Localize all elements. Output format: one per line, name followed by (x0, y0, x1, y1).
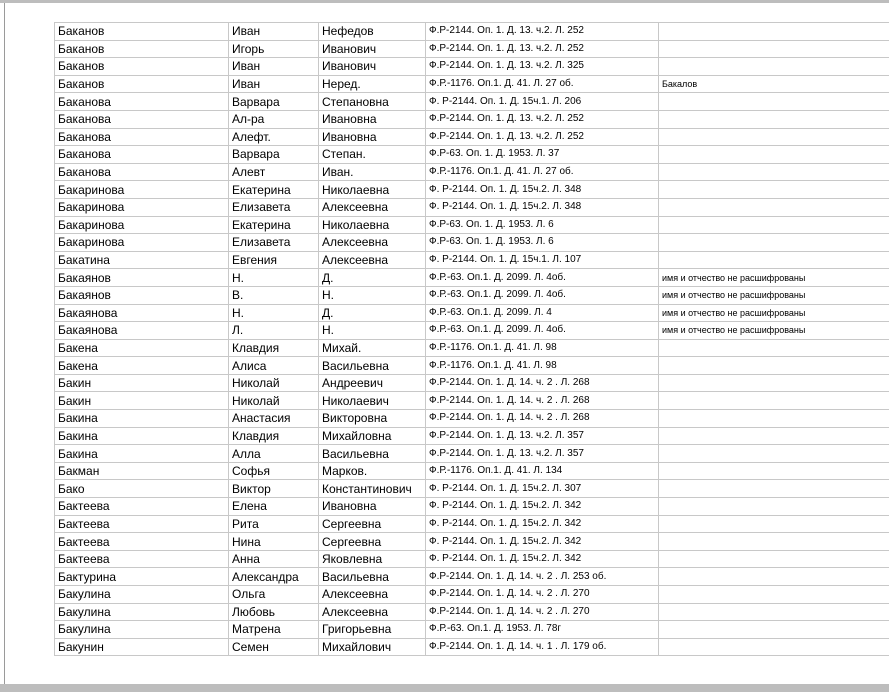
first-name-cell: Софья (229, 462, 319, 480)
surname-cell: Бактеева (55, 515, 229, 533)
patronymic-cell: Ивановна (319, 498, 426, 516)
archive-reference-cell: Ф.Р.-1176. Оп.1. Д. 41. Л. 27 об. (426, 163, 659, 181)
surname-cell: Бакин (55, 392, 229, 410)
note-cell (659, 339, 889, 357)
surname-cell: Бакаринова (55, 216, 229, 234)
surname-cell: Баканова (55, 93, 229, 111)
first-name-cell: Екатерина (229, 181, 319, 199)
note-cell (659, 374, 889, 392)
patronymic-cell: Сергеевна (319, 515, 426, 533)
surname-cell: Бактеева (55, 498, 229, 516)
table-row (55, 445, 889, 463)
table-row (55, 58, 889, 76)
note-cell (659, 498, 889, 516)
table-row (55, 427, 889, 445)
first-name-cell: Анна (229, 550, 319, 568)
first-name-cell: Рита (229, 515, 319, 533)
surname-cell: Бакунин (55, 638, 229, 656)
table-row (55, 410, 889, 428)
patronymic-cell: Васильевна (319, 568, 426, 586)
note-cell (659, 93, 889, 111)
archive-reference-cell: Ф.Р-2144. Оп. 1. Д. 13. ч.2. Л. 357 (426, 427, 659, 445)
table-row (55, 251, 889, 269)
surname-cell: Бакаринова (55, 198, 229, 216)
table-row (55, 181, 889, 199)
surname-cell: Баканова (55, 146, 229, 164)
archive-reference-cell: Ф.Р.-63. Оп.1. Д. 2099. Л. 4об. (426, 286, 659, 304)
table-row (55, 621, 889, 639)
first-name-cell: Нина (229, 533, 319, 551)
surname-cell: Бакман (55, 462, 229, 480)
table-row (55, 93, 889, 111)
patronymic-cell: Степан. (319, 146, 426, 164)
page-top-border (0, 0, 889, 3)
first-name-cell: Матрена (229, 621, 319, 639)
first-name-cell: Н. (229, 269, 319, 287)
table-row (55, 110, 889, 128)
patronymic-cell: Иванович (319, 58, 426, 76)
archive-reference-cell: Ф. Р-2144. Оп. 1. Д. 15ч.2. Л. 342 (426, 498, 659, 516)
note-cell (659, 58, 889, 76)
first-name-cell: В. (229, 286, 319, 304)
first-name-cell: Николай (229, 392, 319, 410)
first-name-cell: Ольга (229, 586, 319, 604)
archive-reference-cell: Ф. Р-2144. Оп. 1. Д. 15ч.2. Л. 342 (426, 533, 659, 551)
archive-reference-cell: Ф.Р-2144. Оп. 1. Д. 14. ч. 2 . Л. 253 об. (426, 568, 659, 586)
first-name-cell: Иван (229, 58, 319, 76)
note-cell (659, 216, 889, 234)
patronymic-cell: Васильевна (319, 445, 426, 463)
surname-cell: Бактеева (55, 550, 229, 568)
first-name-cell: Евгения (229, 251, 319, 269)
patronymic-cell: Марков. (319, 462, 426, 480)
note-cell: Бакалов (659, 75, 889, 93)
first-name-cell: Елизавета (229, 198, 319, 216)
surname-cell: Бакина (55, 410, 229, 428)
surname-cell: Бако (55, 480, 229, 498)
note-cell (659, 462, 889, 480)
first-name-cell: Любовь (229, 603, 319, 621)
archive-reference-cell: Ф.Р-2144. Оп. 1. Д. 14. ч. 2 . Л. 268 (426, 374, 659, 392)
surname-cell: Бакена (55, 339, 229, 357)
surname-cell: Баканов (55, 75, 229, 93)
note-cell: имя и отчество не расшифрованы (659, 269, 889, 287)
table-body (55, 23, 889, 656)
first-name-cell: Семен (229, 638, 319, 656)
table-row (55, 586, 889, 604)
table-row (55, 638, 889, 656)
first-name-cell: Л. (229, 322, 319, 340)
surname-cell: Бакаринова (55, 234, 229, 252)
first-name-cell: Алиса (229, 357, 319, 375)
table-row (55, 304, 889, 322)
patronymic-cell: Степановна (319, 93, 426, 111)
patronymic-cell: Алексеевна (319, 586, 426, 604)
patronymic-cell: Н. (319, 322, 426, 340)
note-cell (659, 533, 889, 551)
first-name-cell: Елизавета (229, 234, 319, 252)
note-cell (659, 128, 889, 146)
patronymic-cell: Михайловна (319, 427, 426, 445)
archive-reference-cell: Ф.Р-2144. Оп. 1. Д. 13. ч.2. Л. 252 (426, 128, 659, 146)
note-cell (659, 586, 889, 604)
first-name-cell: Игорь (229, 40, 319, 58)
patronymic-cell: Викторовна (319, 410, 426, 428)
archive-reference-cell: Ф.Р-2144. Оп. 1. Д. 14. ч. 1 . Л. 179 об. (426, 638, 659, 656)
patronymic-cell: Михайлович (319, 638, 426, 656)
table-row (55, 198, 889, 216)
table-row (55, 515, 889, 533)
patronymic-cell: Николаевич (319, 392, 426, 410)
surname-cell: Баканов (55, 40, 229, 58)
note-cell (659, 603, 889, 621)
patronymic-cell: Сергеевна (319, 533, 426, 551)
first-name-cell: Николай (229, 374, 319, 392)
table-row (55, 23, 889, 41)
archive-reference-cell: Ф.Р-2144. Оп. 1. Д. 14. ч. 2 . Л. 268 (426, 392, 659, 410)
surname-cell: Бакаянова (55, 304, 229, 322)
patronymic-cell: Михай. (319, 339, 426, 357)
note-cell (659, 550, 889, 568)
table-row (55, 234, 889, 252)
archive-reference-cell: Ф.Р.-63. Оп.1. Д. 2099. Л. 4об. (426, 322, 659, 340)
patronymic-cell: Яковлевна (319, 550, 426, 568)
patronymic-cell: Иванович (319, 40, 426, 58)
first-name-cell: Варвара (229, 146, 319, 164)
surname-cell: Бакаянов (55, 269, 229, 287)
archive-reference-cell: Ф.Р-63. Оп. 1. Д. 1953. Л. 6 (426, 234, 659, 252)
archive-reference-cell: Ф.Р.-1176. Оп.1. Д. 41. Л. 98 (426, 357, 659, 375)
table-row (55, 392, 889, 410)
note-cell (659, 251, 889, 269)
first-name-cell: Варвара (229, 93, 319, 111)
table-row (55, 603, 889, 621)
note-cell (659, 638, 889, 656)
note-cell (659, 198, 889, 216)
archive-reference-cell: Ф.Р-2144. Оп. 1. Д. 13. ч.2. Л. 252 (426, 23, 659, 41)
page-left-border (4, 3, 5, 684)
surname-cell: Бактеева (55, 533, 229, 551)
patronymic-cell: Алексеевна (319, 251, 426, 269)
archive-reference-cell: Ф. Р-2144. Оп. 1. Д. 15ч.2. Л. 307 (426, 480, 659, 498)
patronymic-cell: Андреевич (319, 374, 426, 392)
patronymic-cell: Николаевна (319, 216, 426, 234)
patronymic-cell: Д. (319, 304, 426, 322)
note-cell (659, 480, 889, 498)
archive-reference-cell: Ф. Р-2144. Оп. 1. Д. 15ч.2. Л. 342 (426, 515, 659, 533)
archive-reference-cell: Ф.Р.-1176. Оп.1. Д. 41. Л. 98 (426, 339, 659, 357)
first-name-cell: Екатерина (229, 216, 319, 234)
archive-reference-cell: Ф. Р-2144. Оп. 1. Д. 15ч.2. Л. 342 (426, 550, 659, 568)
first-name-cell: Н. (229, 304, 319, 322)
note-cell (659, 515, 889, 533)
table-row (55, 75, 889, 93)
archive-reference-cell: Ф. Р-2144. Оп. 1. Д. 15ч.1. Л. 107 (426, 251, 659, 269)
table-row (55, 568, 889, 586)
note-cell (659, 110, 889, 128)
table-row (55, 146, 889, 164)
note-cell (659, 163, 889, 181)
surname-cell: Баканова (55, 163, 229, 181)
surname-cell: Бакин (55, 374, 229, 392)
archive-reference-cell: Ф.Р-2144. Оп. 1. Д. 13. ч.2. Л. 252 (426, 40, 659, 58)
patronymic-cell: Ивановна (319, 128, 426, 146)
archive-reference-cell: Ф.Р-2144. Оп. 1. Д. 14. ч. 2 . Л. 270 (426, 586, 659, 604)
first-name-cell: Александра (229, 568, 319, 586)
patronymic-cell: Иван. (319, 163, 426, 181)
archive-reference-cell: Ф. Р-2144. Оп. 1. Д. 15ч.1. Л. 206 (426, 93, 659, 111)
archive-reference-cell: Ф.Р-2144. Оп. 1. Д. 14. ч. 2 . Л. 270 (426, 603, 659, 621)
first-name-cell: Виктор (229, 480, 319, 498)
patronymic-cell: Васильевна (319, 357, 426, 375)
note-cell (659, 621, 889, 639)
patronymic-cell: Григорьевна (319, 621, 426, 639)
note-cell (659, 445, 889, 463)
archive-reference-cell: Ф.Р-2144. Оп. 1. Д. 13. ч.2. Л. 252 (426, 110, 659, 128)
note-cell (659, 234, 889, 252)
surname-cell: Баканов (55, 23, 229, 41)
table-row (55, 498, 889, 516)
note-cell (659, 392, 889, 410)
surname-cell: Бакина (55, 427, 229, 445)
note-cell (659, 40, 889, 58)
patronymic-cell: Константинович (319, 480, 426, 498)
table-row (55, 216, 889, 234)
table-row (55, 128, 889, 146)
note-cell (659, 357, 889, 375)
table-row (55, 286, 889, 304)
archive-reference-cell: Ф.Р.-63. Оп.1. Д. 2099. Л. 4 (426, 304, 659, 322)
table-row (55, 322, 889, 340)
archive-reference-cell: Ф.Р-63. Оп. 1. Д. 1953. Л. 37 (426, 146, 659, 164)
note-cell: имя и отчество не расшифрованы (659, 304, 889, 322)
table-row (55, 357, 889, 375)
archive-reference-cell: Ф.Р-2144. Оп. 1. Д. 13. ч.2. Л. 325 (426, 58, 659, 76)
first-name-cell: Иван (229, 75, 319, 93)
patronymic-cell: Неред. (319, 75, 426, 93)
note-cell (659, 568, 889, 586)
note-cell: имя и отчество не расшифрованы (659, 286, 889, 304)
patronymic-cell: Д. (319, 269, 426, 287)
surname-cell: Бакулина (55, 603, 229, 621)
surname-cell: Баканов (55, 58, 229, 76)
patronymic-cell: Ивановна (319, 110, 426, 128)
table-row (55, 533, 889, 551)
table-row (55, 550, 889, 568)
note-cell: имя и отчество не расшифрованы (659, 322, 889, 340)
note-cell (659, 427, 889, 445)
surname-cell: Бакулина (55, 586, 229, 604)
archive-reference-cell: Ф. Р-2144. Оп. 1. Д. 15ч.2. Л. 348 (426, 181, 659, 199)
patronymic-cell: Н. (319, 286, 426, 304)
archive-records-table (54, 22, 889, 656)
table-row (55, 269, 889, 287)
table-row (55, 374, 889, 392)
note-cell (659, 181, 889, 199)
archive-reference-cell: Ф.Р-63. Оп. 1. Д. 1953. Л. 6 (426, 216, 659, 234)
table-row (55, 163, 889, 181)
patronymic-cell: Алексеевна (319, 603, 426, 621)
first-name-cell: Елена (229, 498, 319, 516)
surname-cell: Бакаянов (55, 286, 229, 304)
page-bottom-border (0, 684, 889, 692)
first-name-cell: Ал-ра (229, 110, 319, 128)
surname-cell: Бактурина (55, 568, 229, 586)
archive-reference-cell: Ф.Р.-1176. Оп.1. Д. 41. Л. 134 (426, 462, 659, 480)
table-row (55, 339, 889, 357)
patronymic-cell: Нефедов (319, 23, 426, 41)
patronymic-cell: Алексеевна (319, 198, 426, 216)
first-name-cell: Алла (229, 445, 319, 463)
surname-cell: Бакатина (55, 251, 229, 269)
note-cell (659, 23, 889, 41)
archive-reference-cell: Ф.Р.-63. Оп.1. Д. 1953. Л. 78г (426, 621, 659, 639)
surname-cell: Баканова (55, 128, 229, 146)
first-name-cell: Клавдия (229, 427, 319, 445)
surname-cell: Баканова (55, 110, 229, 128)
table-row (55, 462, 889, 480)
surname-cell: Бакина (55, 445, 229, 463)
first-name-cell: Анастасия (229, 410, 319, 428)
surname-cell: Бакаянова (55, 322, 229, 340)
surname-cell: Бакаринова (55, 181, 229, 199)
archive-reference-cell: Ф.Р-2144. Оп. 1. Д. 14. ч. 2 . Л. 268 (426, 410, 659, 428)
note-cell (659, 146, 889, 164)
table-row (55, 40, 889, 58)
first-name-cell: Клавдия (229, 339, 319, 357)
surname-cell: Бакена (55, 357, 229, 375)
note-cell (659, 410, 889, 428)
first-name-cell: Алефт. (229, 128, 319, 146)
table-row (55, 480, 889, 498)
patronymic-cell: Николаевна (319, 181, 426, 199)
first-name-cell: Иван (229, 23, 319, 41)
archive-reference-cell: Ф.Р-2144. Оп. 1. Д. 13. ч.2. Л. 357 (426, 445, 659, 463)
patronymic-cell: Алексеевна (319, 234, 426, 252)
archive-reference-cell: Ф.Р.-63. Оп.1. Д. 2099. Л. 4об. (426, 269, 659, 287)
archive-reference-cell: Ф. Р-2144. Оп. 1. Д. 15ч.2. Л. 348 (426, 198, 659, 216)
archive-reference-cell: Ф.Р.-1176. Оп.1. Д. 41. Л. 27 об. (426, 75, 659, 93)
first-name-cell: Алевт (229, 163, 319, 181)
surname-cell: Бакулина (55, 621, 229, 639)
